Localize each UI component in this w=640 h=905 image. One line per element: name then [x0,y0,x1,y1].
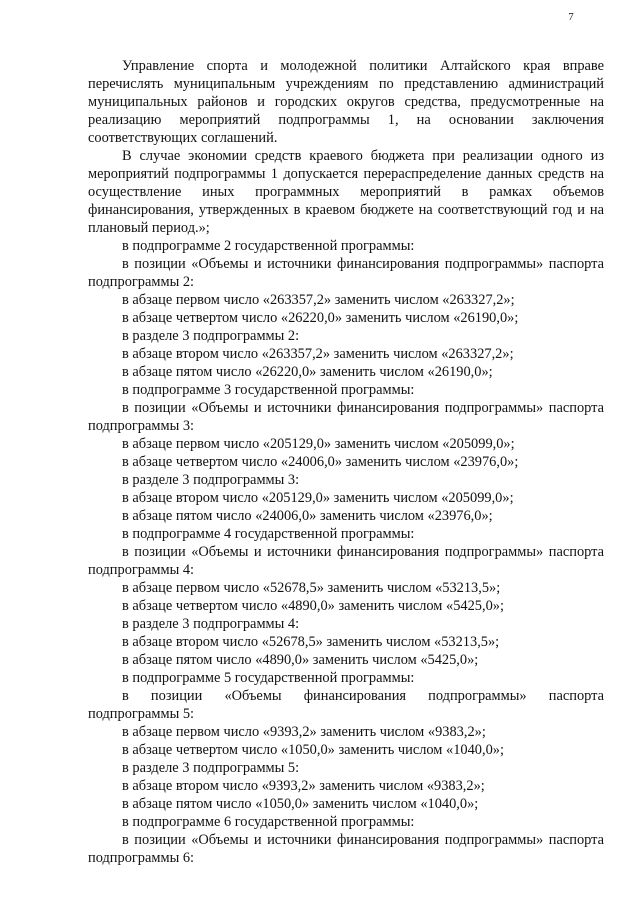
text-line: в подпрограмме 5 государственной программы: [122,670,415,686]
paragraph: Управление спорта и молодежной политики Алтайского края вправе перечислять муниципальным учреждениям по представлению администраций муниципальных районов и городских округов средства, предусмотренные на реализацию мероприятий подпрограммы 1, на основании заключения соответствующих соглашений. [88,58,604,146]
text-line: в абзаце втором число «263357,2» заменить числом «263327,2»; [122,346,514,362]
text-line: в подпрограмме 2 государственной программы: [122,238,415,254]
text-line: в абзаце втором число «205129,0» заменить числом «205099,0»; [122,490,514,506]
document-body [88,57,604,867]
text-line: в абзаце пятом число «4890,0» заменить числом «5425,0»; [122,652,479,668]
paragraph: в позиции «Объемы и источники финансирования подпрограммы» паспорта подпрограммы 3: [88,400,604,434]
text-line: в абзаце втором число «52678,5» заменить числом «53213,5»; [122,634,500,650]
text-line: в разделе 3 подпрограммы 4: [122,616,300,632]
paragraph: в позиции «Объемы и источники финансирования подпрограммы» паспорта подпрограммы 2: [88,256,604,290]
paragraph: В случае экономии средств краевого бюджета при реализации одного из мероприятий подпрограммы 1 допускается перераспределение данных средств на осуществление иных программных мероприятий в рамках объемов финансирования, утвержденных в краевом бюджете на соответствующий год и на плановый период.»; [88,148,604,236]
text-line: в подпрограмме 6 государственной программы: [122,814,415,830]
text-line: в разделе 3 подпрограммы 5: [122,760,300,776]
paragraph: в позиции «Объемы финансирования подпрограммы» паспорта подпрограммы 5: [88,688,604,722]
paragraph: в позиции «Объемы и источники финансирования подпрограммы» паспорта подпрограммы 6: [88,832,604,866]
text-line: в абзаце первом число «52678,5» заменить числом «53213,5»; [122,580,501,596]
text-line: в абзаце первом число «9393,2» заменить числом «9383,2»; [122,724,486,740]
text-line: в разделе 3 подпрограммы 2: [122,328,300,344]
text-line: в абзаце пятом число «24006,0» заменить числом «23976,0»; [122,508,493,524]
text-line: в абзаце четвертом число «26220,0» заменить числом «26190,0»; [122,310,519,326]
paragraph: в позиции «Объемы и источники финансирования подпрограммы» паспорта подпрограммы 4: [88,544,604,578]
text-line: в абзаце первом число «263357,2» заменить числом «263327,2»; [122,292,515,308]
text-line: в абзаце четвертом число «4890,0» заменить числом «5425,0»; [122,598,504,614]
text-line: в абзаце первом число «205129,0» заменить числом «205099,0»; [122,436,515,452]
text-line: в абзаце четвертом число «1050,0» заменить числом «1040,0»; [122,742,504,758]
text-line: в абзаце пятом число «1050,0» заменить числом «1040,0»; [122,796,479,812]
text-line: в абзаце втором число «9393,2» заменить числом «9383,2»; [122,778,485,794]
text-line: в разделе 3 подпрограммы 3: [122,472,300,488]
text-line: в абзаце пятом число «26220,0» заменить числом «26190,0»; [122,364,493,380]
text-line: в подпрограмме 3 государственной программы: [122,382,415,398]
page-number: 7 [568,11,574,23]
text-line: в абзаце четвертом число «24006,0» заменить числом «23976,0»; [122,454,519,470]
text-line: в подпрограмме 4 государственной программы: [122,526,415,542]
